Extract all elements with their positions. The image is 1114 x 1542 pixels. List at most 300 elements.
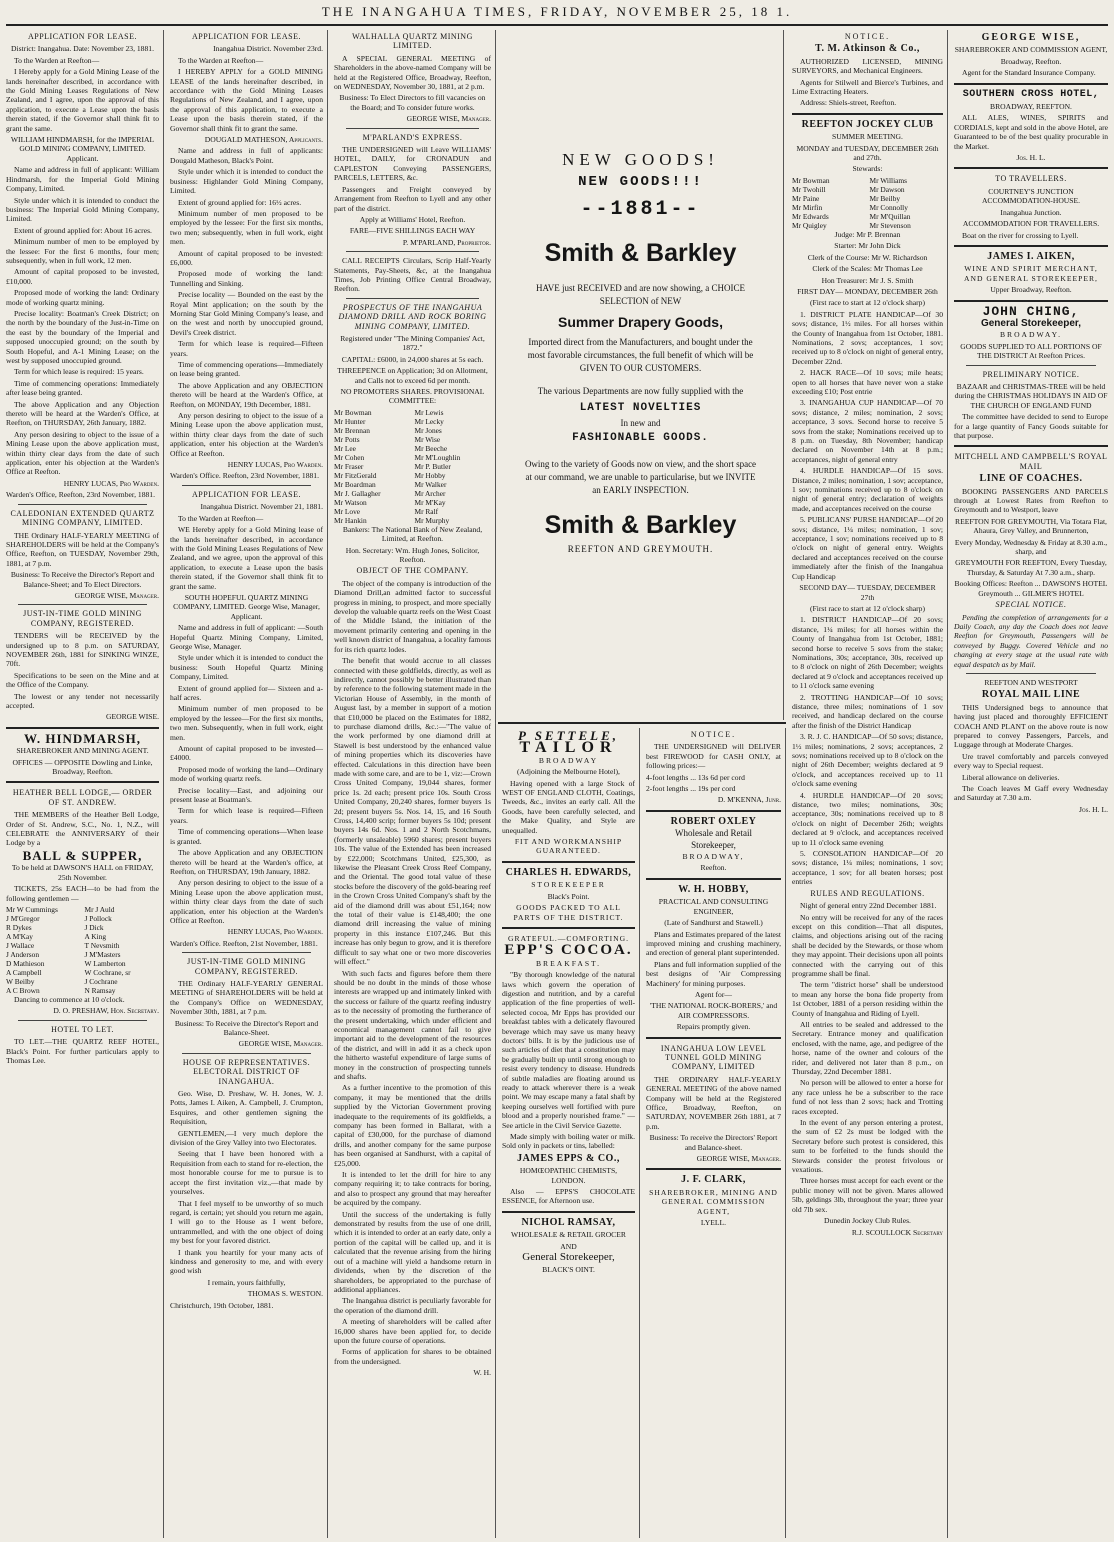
col4-edwards: CHARLES H. EDWARDS, <box>505 866 632 878</box>
list-item: Mr Potts <box>334 434 360 444</box>
list-item: Mr Williams <box>869 175 908 185</box>
col3-object-6: Until the success of the undertaking is fully demonstrated by results from the use of one drill, which it is intended to order at an early date, only a portion of the capital will be called up, and it is calculated that the revenue arising from the hiring out of a machine will yield a handsome return in dividends, when by the discretion of the shareholders, be appropriated to the purchase of additional appliances. <box>334 1209 491 1294</box>
col6-licensed: AUTHORIZED LICENSED, MINING SURVEYORS, and Mechanical Engineers. <box>792 56 943 76</box>
column-7 <box>950 30 1112 1538</box>
col7-coach-leaves: The Coach leaves M Gaff every Wednesday and Saturday at 7.30 a.m. <box>954 784 1108 803</box>
list-item: Mr Beeche <box>414 443 448 453</box>
list-item: J M'Masters <box>84 949 121 959</box>
list-item: Mr Murphy <box>414 515 450 525</box>
col1-heather-text: THE MEMBERS of the Heather Bell Lodge, Order of St. Andrew, S.C., No. 1, N.Z., will CELEBRATE the ANNIVERSARY of their Lodge by a <box>6 810 159 848</box>
col2-extent-2: Extent of ground applied for— Sixteen and a-half acres. <box>170 683 323 702</box>
col7-undersigned: THIS Undersigned begs to announce that having just placed and thoroughly EFFICIENT COACH AND PLANT on the above route is now prepared to convey Passengers, Parcels, and Luggage through at Moderate Charges. <box>954 702 1108 750</box>
ad-bottom-rule <box>498 722 786 724</box>
list-item: Mr FitzGerald <box>334 470 377 480</box>
col2-wardens-office: Warden's Office. Reefton, 23rd November, 1881. <box>170 471 319 481</box>
list-item: Mr Ralf <box>414 506 439 516</box>
col4-broadway: BROADWAY <box>538 755 599 765</box>
ad-locations: REEFTON AND GREYMOUTH. <box>567 544 714 554</box>
col6-treasurer: Hon Treasurer: Mr J. S. Smith <box>821 275 914 285</box>
col6-address: Address: Shiels-street, Reefton. <box>800 98 897 108</box>
col2-letter-1: GENTLEMEN,—I very much deplore the division of the Grey Valley into two Electorates. <box>170 1128 323 1148</box>
col7-aiken-sub: WINE AND SPIRIT MERCHANT, AND GENERAL STOREKEEPER, <box>964 264 1098 283</box>
col7-every-monday: Every Monday, Wednesday & Friday at 8.30 a.m., sharp, and <box>954 537 1108 557</box>
list-item: Mr Love <box>334 506 361 516</box>
divider <box>646 810 781 812</box>
col6-rule-6: In the event of any person entering a protest, the sum of £2 2s must be lodged with the Secretary before such protest is considered, this sum to be forfeited to the funds should the Stewards consider the protest frivolous or vexatious. <box>792 1118 943 1175</box>
col7-booking-offices: Booking Offices: Reefton ... DAWSON'S HOTEL Greymouth ... GILMER'S HOTEL <box>954 579 1108 598</box>
col7-agent: Agent for the Standard Insurance Company. <box>962 68 1096 78</box>
col5-four-foot: 4-foot lengths ... 13s 6d per cord <box>646 772 745 782</box>
col1-capital: Amount of capital proposed to be invested, £10,000. <box>6 267 159 286</box>
col1-tickets: TICKETS, 25s EACH—to be had from the following gentlemen — <box>6 884 159 903</box>
col3-object-8: A meeting of shareholders will be called after 16,000 shares have been applied for, to decide upon the future course of operations. <box>334 1317 491 1345</box>
list-item: Mr Mirfin <box>792 202 823 212</box>
list-item: Mr Hobby <box>414 470 446 480</box>
col2-letter-close: I remain, yours faithfully, <box>207 1277 286 1287</box>
list-item: W Beilby <box>6 976 35 986</box>
divider <box>966 365 1096 366</box>
ad-departments: The various Departments are now fully supplied with the <box>537 386 744 396</box>
col4-blacks-oint: BLACK'S OINT. <box>542 1264 595 1274</box>
col5-signature-wise: GEORGE WISE, Manager. <box>696 1154 781 1164</box>
col4-settele-text: Having opened with a large Stock of WEST OF ENGLAND CLOTH, Coatings, Tweeds, &c., invites an early call. All the Goods, have been carefully selected, and the Make Quality, and Style are unequalled. <box>502 778 635 835</box>
divider <box>346 298 479 299</box>
col7-junction: Inangahua Junction. <box>1000 207 1062 217</box>
col7-greymouth-reefton: GREYMOUTH FOR REEFTON, Every Tuesday, Thursday, & Saturday At 7.30 a.m., sharp. <box>955 558 1107 577</box>
col6-starter: Starter: Mr John Dick <box>834 241 901 251</box>
col6-stewards-list <box>792 176 943 230</box>
col4-james-epps: JAMES EPPS & CO., <box>517 1152 620 1164</box>
col2-addressees: Geo. Wise, D. Preshaw, W. H. Jones, W. J. Potts, James I. Aiken, A. Campbell, J. Crumpton, Esquires, and other gentlemen signing the Requisition, <box>170 1089 323 1127</box>
col1-lowest: The lowest or any tender not necessarily accepted. <box>6 691 159 710</box>
col5-signature-mkenna: D. M'KENNA, Junr. <box>717 795 781 805</box>
col3-mparland-apply: Apply at Williams' Hotel, Reefton. <box>359 214 466 224</box>
col7-ching-broadway: BROADWAY. <box>999 330 1063 340</box>
divider <box>954 245 1108 247</box>
masthead: THE INANGAHUA TIMES, FRIDAY, NOVEMBER 25, 18 1. <box>321 4 793 19</box>
col1-term: Term for which lease is required: 15 years. <box>14 367 144 377</box>
divider <box>182 1053 311 1054</box>
col2-heading-representatives: HOUSE OF REPRESENTATIVES. ELECTORAL DISTRICT OF INANGAHUA. <box>182 1057 311 1086</box>
col5-agent-for: Agent for— <box>695 989 732 999</box>
divider <box>646 1037 781 1039</box>
col2-heading-application: APPLICATION FOR LEASE. <box>191 32 301 41</box>
list-item: Mr Walker <box>414 479 447 489</box>
col3-heading-walhalla: WALHALLA QUARTZ MINING LIMITED. <box>352 32 473 51</box>
col7-signature: Jos. H. L. <box>1079 804 1108 814</box>
list-item: Mr Fraser <box>334 461 364 471</box>
divider <box>792 113 943 115</box>
col1-applicant: WILLIAM HINDMARSH, for the IMPERIAL GOLD MINING COMPANY, LIMITED. Applicant. <box>10 135 155 163</box>
col2-signature-lucas-2: HENRY LUCAS, Pro Warden. <box>227 927 323 937</box>
list-item: Mr M'Kay <box>414 497 446 507</box>
list-item: Mr Dawson <box>869 184 905 194</box>
smith-barkley-ad <box>498 30 784 720</box>
col1-offices: OFFICES — OPPOSITE Dowling and Linke, Broadway, Reefton. <box>12 757 153 777</box>
col6-second-day: SECOND DAY— TUESDAY, DECEMBER 27th <box>799 583 936 602</box>
list-item: Mr Twohill <box>792 184 826 194</box>
list-item: Mr Brennan <box>334 425 370 435</box>
col6-stewards: Stewards: <box>852 164 883 174</box>
col5-clark-sub: SHAREBROKER, MINING AND GENERAL COMMISSION AGENT, <box>649 1187 778 1216</box>
col7-upper-broadway: Upper Broadway, Reefton. <box>990 285 1072 295</box>
col2-district: Inangahua District. November 23rd. <box>213 44 323 54</box>
col2-application-text-2: WE Hereby apply for a Gold Mining lease of the lands hereinafter described, in accordance with the Gold Mining Leases Regulations of New Zealand, and we agree, upon the approval of this application, to execute a Lease upon the basis therein stated, if the Governor shall think fit to grant the same. <box>170 525 323 591</box>
col6-summer-meeting: SUMMER MEETING. <box>832 132 903 142</box>
col2-application-text: I HEREBY APPLY for a GOLD MINING LEASE of the lands hereinafter described, in accordance with the Gold Mining Leases Regulations of New Zealand, and I agree, upon the approval of this application, to execute a Lease upon the basis therein stated, if the Governor shall think fit to grant the same. <box>170 67 323 133</box>
col2-letter-2: Seeing that I have been honored with a Requisition from each to stand for re-election, the most honorable course for me to pursue is to accept the first invitation viz.,—that made by yourselves. <box>170 1149 323 1197</box>
col2-mode-2: Proposed mode of working the land—Ordinary mode of working quartz reefs. <box>170 764 323 784</box>
col1-dawsons-hall: To be held at DAWSON'S HALL on FRIDAY, 25th November. <box>11 863 154 882</box>
col2-name-address-2: Name and address in full of applicant: —South Hopeful Quartz Mining Company, Limited, George Wise, Manager. <box>170 623 323 651</box>
col1-extent: Extent of ground applied for: About 16 acres. <box>14 225 152 235</box>
col6-race-2-1: 1. DISTRICT HANDICAP—Of 20 sovs; distance, 1¼ miles; for all horses within the County of Inangahua from 1st October, 1881; second horse to receive 5 sovs from the stake; Nominations, 30s; acceptance, 30s, received up to 8 o'clock on night of 26th December; weights declared at 9 o'clock and acceptances received up to 11 o'clock same evening <box>792 615 943 691</box>
divider <box>646 1168 781 1170</box>
ad-fashionable: FASHIONABLE GOODS. <box>572 432 709 444</box>
col1-signature-wise: GEORGE WISE, Manager. <box>74 590 159 600</box>
col7-heading-mitchell: MITCHELL AND CAMPBELL'S ROYAL MAIL <box>954 452 1108 471</box>
col7-john-ching: JOHN CHING, <box>982 303 1080 319</box>
col2-to-warden: To the Warden at Reefton— <box>178 55 264 65</box>
col3-heading-object: OBJECT OF THE COMPANY. <box>356 566 469 576</box>
col2-name-address: Name and address in full of applicants: Dougald Matheson, Black's Point. <box>170 146 323 165</box>
col7-line-of-coaches: LINE OF COACHES. <box>979 473 1083 485</box>
list-item: Mr Boardman <box>334 479 376 489</box>
col2-object-notice: Any person desiring to object to the issue of a Mining Lease upon the above application must, within thirty clear days from the date of such application, enter his objection at the Warden's Office at Reefton. <box>170 411 323 458</box>
col6-signature-secretary: R.J. SCOULLOCK Secretary <box>851 1227 943 1237</box>
ad-imported: Imported direct from the Manufacturers, and bought under the most favorable circumstances, the full benefit of which will be GIVEN TO OUR CUSTOMERS. <box>527 337 754 373</box>
col2-signature-matheson: DOUGALD MATHESON, Applicants. <box>204 135 323 145</box>
divider <box>966 673 1096 674</box>
col6-rule-8: Dunedin Jockey Club Rules. <box>824 1216 911 1226</box>
divider <box>954 83 1108 85</box>
list-item: D Mathieson <box>6 958 45 968</box>
col7-reefton-greymouth: REEFTON FOR GREYMOUTH, Via Totara Flat, Ahaura, Grey Valley, and Brunnerton, <box>955 516 1107 536</box>
col1-caledonian-text: THE Ordinary HALF-YEARLY MEETING of SHAREHOLDERS will be held at the Company's Office, Reefton, on TUESDAY, November 29th, 1881, at 7 p.m. <box>6 530 159 568</box>
col1-to-warden: To the Warden at Reefton— <box>14 55 100 65</box>
divider <box>346 128 479 129</box>
list-item: Mr P. Butler <box>414 461 451 471</box>
col7-general-storekeeper: General Storekeeper, <box>980 317 1082 329</box>
col5-lyell: LYELL. <box>700 1218 727 1228</box>
ad-latest-novelties: LATEST NOVELTIES <box>579 402 702 414</box>
ad-brand: Smith & Barkley <box>544 239 737 267</box>
ad-brand-2: Smith & Barkley <box>544 511 737 539</box>
list-item: Mr Bowman <box>792 175 830 185</box>
col6-jockey-club: REEFTON JOCKEY CLUB <box>801 118 934 130</box>
list-item: A Campbell <box>6 967 42 977</box>
divider <box>646 878 781 880</box>
col3-heading-prospectus: PROSPECTUS OF THE INANGAHUA DIAMOND DRILL AND ROCK BORING MINING COMPANY, LIMITED. <box>338 302 487 331</box>
col5-repairs: Repairs promptly given. <box>676 1022 751 1032</box>
ad-received: HAVE just RECEIVED and are now showing, a CHOICE SELECTION of NEW <box>535 283 746 306</box>
col3-signature-wise: GEORGE WISE, Manager. <box>406 114 491 124</box>
divider <box>6 727 159 729</box>
ad-summer-drapery: Summer Drapery Goods, <box>558 314 723 330</box>
col1-mode: Proposed mode of working the land: Ordinary mode of working quartz mining. <box>6 288 159 307</box>
col1-gentlemen-list <box>6 905 159 995</box>
divider <box>6 781 159 783</box>
col7-courtney: COURTNEY'S JUNCTION ACCOMMODATION-HOUSE. <box>981 186 1081 206</box>
col5-business: Business: To receive the Directors' Report and Balance-sheet. <box>649 1133 778 1152</box>
list-item: Mr J. Gallagher <box>334 488 381 498</box>
ad-new-goods-2: NEW GOODS!!! <box>578 174 703 190</box>
col2-locality: Precise locality — Bounded on the east by the Royal Mint application; on the south by the Morning Star Gold Mining Company's lease, and on the west and north by unoccupied ground, Devil's Creek district. <box>170 290 323 337</box>
col4-settele-name: P SETTELE, <box>517 728 620 743</box>
col5-heading-notice: NOTICE. <box>690 730 737 739</box>
col4-wholesale: WHOLESALE & RETAIL GROCER <box>511 1230 626 1240</box>
list-item: Mr W Cummings <box>6 904 58 914</box>
col1-wardens-office: Warden's Office, Reefton, 23rd November, 1881. <box>6 490 155 500</box>
col5-broadway: BROADWAY, <box>682 852 745 862</box>
col2-object-notice-2: Any person desiring to object to the issue of a Mining Lease upon the above application must, within thirty clear days from the date of such application, enter his objection at the Warden's Office at Reefton. <box>170 878 323 925</box>
col5-heading-low-level: INANGAHUA LOW LEVEL TUNNEL GOLD MINING COMPANY, LIMITED <box>660 1043 767 1072</box>
col3-object-5: It is intended to let the drill for hire to any company requiring it; to take contracts for boring, and also to prospect any ground that may hereafter be acquired by the company. <box>334 1170 491 1208</box>
col1-dancing: Dancing to commence at 10 o'clock. <box>14 994 125 1004</box>
col7-royal-mail-line: ROYAL MAIL LINE <box>981 689 1081 701</box>
list-item: Mr Lecky <box>414 416 444 426</box>
col1-signature-wise2: GEORGE WISE. <box>105 712 159 722</box>
list-item: Mr Connolly <box>869 202 908 212</box>
list-item: Mr Lee <box>334 443 356 453</box>
col6-race-1-2: 2. HACK RACE—Of 10 sovs; mile heats; open to all horses that have never won a stake exceeding £10; Post entrie <box>792 368 943 396</box>
col6-race-1-1: 1. DISTRICT PLATE HANDICAP—Of 30 sovs; distance, 1½ miles. For all horses within the County of Inangahua from 1st October, 1881. Nominations, 2 sovs; acceptances, 1 sov; received up to 8 o'clock on night of general entry, December 22nd. <box>792 309 943 366</box>
col7-travel: Ure travel comfortably and parcels conveyed every way to Special request. <box>954 751 1108 771</box>
col6-clerk-scales: Clerk of the Scales: Mr Thomas Lee <box>812 264 923 274</box>
column-4-bottom <box>498 728 640 1538</box>
col3-object-4: As a further incentive to the promotion of this company, it may be mentioned that the drills supplied by the Victorian Government proving inadequate to the requirements of its goldfields, a company has been formed in Ballarat, with a capital of £30,000, for the purchase of diamond drills, and another company for the same purpose has been organised at Sandhurst, with a capital of £25,000. <box>334 1083 491 1168</box>
list-item: T Nevsmith <box>84 940 120 950</box>
list-item: J Cochrane <box>84 976 118 986</box>
col1-tenders: TENDERS will be RECEIVED by the undersigned up to 8 p.m. on SATURDAY, NOVEMBER 26th, 1881 for SINKING WINZE, 70ft. <box>6 631 159 669</box>
list-item: Mr Hunter <box>334 416 366 426</box>
col6-rule-4: All entries to be sealed and addressed to the Secretary. Entrance money and qualification enclosed, with the name, age, and pedigree of the horse, name of the owner and colours of the rider, and delivered not later than 8 p.m., on Thursday, 22nd December 1881. <box>792 1019 943 1076</box>
list-item: Mr Bowman <box>334 407 372 417</box>
list-item: Mr Lewis <box>414 407 444 417</box>
list-item: J Wallace <box>6 940 35 950</box>
col2-business: Business: To Receive the Director's Report and Balance-Sheet. <box>174 1018 319 1037</box>
list-item: W Cochrane, sr <box>84 967 131 977</box>
col5-plans: Plans and Estimates prepared of the latest improved mining and crushing machinery, and erection of general plant superintended. <box>646 929 781 958</box>
list-item: Mr Cohen <box>334 452 365 462</box>
col5-engineer: PRACTICAL AND CONSULTING ENGINEER, <box>658 897 769 916</box>
col1-commence: Time of commencing operations: Immediately after lease being granted. <box>6 378 159 398</box>
col1-application-text: I Hereby apply for a Gold Mining Lease of the lands hereinafter described, in accordance with the Gold Mining Leases Regulations of New Zealand, and I agree, upon the approval of this application, to execute a Lease upon the basis therein stated, if the Governor shall think fit to grant the same. <box>6 67 159 133</box>
col5-rock-borers: 'THE NATIONAL ROCK-BORERS,' and AIR COMPRESSORS. <box>649 1001 778 1020</box>
col4-homeopathic: HOMŒOPATHIC CHEMISTS, LONDON. <box>519 1166 618 1185</box>
col2-objection: The above Application and any OBJECTION thereto will be heard at the Warden's Office, at Reefton, on MONDAY, 19th December, 1881. <box>170 380 323 409</box>
col2-commence: Time of commencing operations—Immediately on lease being granted. <box>170 360 323 379</box>
col3-capital: CAPITAL: £6000, in 24,000 shares at 5s each. <box>341 354 484 364</box>
col5-late-of: (Late of Sandhurst and Stawell.) <box>664 918 763 928</box>
ad-year: --1881-- <box>580 198 701 221</box>
col6-atkinson: T. M. Atkinson & Co., <box>815 43 920 55</box>
col6-clerk-course: Clerk of the Course: Mr W. Richardson <box>807 252 928 262</box>
col2-term-2: Term for which lease is required—Fifteen years. <box>170 806 323 825</box>
col4-fit-workmanship: FIT AND WORKMANSHIP GUARANTEED. <box>514 837 623 856</box>
col6-dates: MONDAY and TUESDAY, DECEMBER 26th and 27th. <box>796 143 939 163</box>
col6-race-1-4: 4. HURDLE HANDICAP—Of 15 sovs. Distance, 2 miles; nomination, 1 sov; acceptance, 1 sov; nominations received up to 8 o'clock on night of general entry; declaration of weights made, and acceptances received on the course <box>792 466 943 513</box>
col3-bankers: Bankers: The National Bank of New Zealand, Limited, at Reefton. <box>342 524 483 544</box>
col2-south-hopeful: SOUTH HOPEFUL QUARTZ MINING COMPANY, LIMITED. George Wise, Manager, Applicant. <box>173 592 320 621</box>
col6-race-2-3: 3. R. J. C. HANDICAP—Of 50 sovs; distance, 1½ miles; nominations, 2 sovs; acceptances, 2 sovs; nominations received up to 8 o'clock on the night of 26th December; weights declared at 9 o'clock, and acceptances received up to 11 o'clock same evening <box>792 732 943 789</box>
col2-letter-4: I thank you heartily for your many acts of kindness and generosity to me, and with every good wish <box>170 1247 323 1276</box>
col3-mparland-passengers: Passengers and Freight conveyed by Arrangement from Reefton to Lyell and any other part of the district. <box>334 184 491 213</box>
list-item: A C Brown <box>6 985 40 995</box>
col7-goods-supplied: GOODS SUPPLIED TO ALL PORTIONS OF THE DISTRICT At Reefton Prices. <box>960 341 1102 361</box>
col2-signature-weston: THOMAS S. WESTON. <box>247 1289 323 1299</box>
col4-and: AND <box>560 1241 577 1251</box>
col4-made-simply: Made simply with boiling water or milk. Sold only in packets or tins, labelled: <box>502 1132 635 1151</box>
col5-wholesale: Wholesale and Retail <box>675 828 752 839</box>
col7-george-wise: GEORGE WISE, <box>981 32 1081 43</box>
col6-race-1-3: 3. INANGAHUA CUP HANDICAP—Of 70 sovs; distance, 2 miles; nomination, 2 sovs; acceptance, 3 sovs. Second horse to receive 5 sovs from the stake; Nominations received up to 8 p.m. on Tuesday, 8th November; handicap declared on November 14th at 8 p.m.; acceptances, night of general entry <box>792 398 943 464</box>
col1-objection: The above Application and any Objection thereto will be heard at the Warden's Office, at Reefton, on THURSDAY, 26th January, 1882. <box>6 399 159 428</box>
col1-heading-caledonian: CALEDONIAN EXTENDED QUARTZ MINING COMPANY, LIMITED. <box>10 508 155 528</box>
col1-ball-supper: BALL & SUPPER, <box>22 847 143 863</box>
col5-robert-oxley: ROBERT OXLEY <box>670 815 757 827</box>
col5-meeting: THE ORDINARY HALF-YEARLY GENERAL MEETING of the above named Company will be held at the Registered Office, Broadway, Reefton, on SATURDAY, NOVEMBER 26th 1881, at 7 p.m. <box>646 1074 781 1131</box>
col1-style: Style under which it is intended to conduct the business: The Imperial Gold Mining Company, Limited. <box>6 195 159 224</box>
list-item: Mr J Auld <box>84 904 115 914</box>
col2-wardens-office-2: Warden's Office. Reefton, 21st November, 1881. <box>170 938 318 948</box>
col2-capital: Amount of capital proposed to be invested: £6,000. <box>170 248 323 267</box>
col6-race-2-5: 5. CONSOLATION HANDICAP—Of 20 sovs; distance, 1¼ miles; nominations, 1 sov; acceptance, 1 sov; for all beaten horses; post entries <box>792 849 943 887</box>
col2-heading-just-in-time: JUST-IN-TIME GOLD MINING COMPANY, REGISTERED. <box>187 957 306 976</box>
column-6 <box>788 30 948 1538</box>
col5-clark: J. F. CLARK, <box>681 1174 746 1186</box>
col2-style-2: Style under which it is intended to conduct the business: South Hopeful Quartz Mining Company, Limited. <box>170 653 323 682</box>
col7-heading-special: SPECIAL NOTICE. <box>995 600 1067 610</box>
ad-in-new: In new and <box>620 418 661 428</box>
col4-tailor: TAILOR <box>519 739 618 757</box>
col6-race-2-4: 4. HURDLE HANDICAP—Of 20 sovs; distance, two miles; nominations, 30s; acceptance, 30s; nominations received up to 8 o'clock on night of December 26th; weights declared at 9 o'clock, and acceptances received up to 11 o'clock same evening <box>792 790 943 847</box>
col3-threepence: THREEPENCE on Application; 3d on Allotment, and Calls not to exceed 6d per month. <box>337 366 488 385</box>
col2-term: Term for which lease is required—Fifteen years. <box>170 339 323 358</box>
col1-hindmarsh-sub: SHAREBROKER AND MINING AGENT. <box>16 746 149 756</box>
col4-goods-packed: GOODS PACKED TO ALL PARTS OF THE DISTRICT. <box>513 903 624 922</box>
divider <box>502 1211 635 1213</box>
col2-style: Style under which it is intended to conduct the business: Highlander Gold Mining Company, Limited. <box>170 167 323 196</box>
list-item: J Dick <box>84 922 104 932</box>
column-3 <box>330 30 496 1538</box>
col6-race-1-5: 5. PUBLICANS' PURSE HANDICAP—Of 20 sovs; distance, 1¼ miles; nomination, 1 sov; acceptance, 1 sov; nominations received up to 8 o'clock on night of general entry. Weights declared and acceptances received on the course immediately after the finish of the Inangahua Cup Handicap <box>792 515 943 581</box>
divider <box>502 927 635 929</box>
col1-minimum-men: Minimum number of men to be employed by the lessee: For the first 6 months, four men; subsequently, when in full work, 12 men. <box>6 237 159 265</box>
list-item: Mr M'Loughlin <box>414 452 461 462</box>
col7-bazaar: BAZAAR and CHRISTMAS-TREE will be held during the CHRISTMAS HOLIDAYS IN AID OF THE CHURCH OF ENGLAND FUND <box>954 381 1108 410</box>
col1-heading-hotel-to-let: HOTEL TO LET. <box>51 1024 114 1034</box>
col4-nichol-ramsay: NICHOL RAMSAY, <box>521 1216 616 1228</box>
col3-mparland-text: THE UNDERSIGNED will Leave WILLIAMS' HOTEL, DAILY, for CRONADUN and CAPLESTON Conveying PASSENGERS, PARCELS, LETTERS, &c. <box>334 145 491 183</box>
masthead-rule <box>6 24 1108 26</box>
col6-second-start: (First race to start at 12 o'clock sharp) <box>809 603 926 613</box>
col7-sharebroker: SHAREBROKER AND COMMISSION AGENT, <box>954 45 1108 55</box>
divider <box>954 167 1108 169</box>
col3-object-9: Forms of application for shares to be obtained from the undersigned. <box>334 1347 491 1366</box>
divider <box>346 251 479 252</box>
col4-breakfast: BREAKFAST. <box>535 958 602 968</box>
list-item: J M'Gregor <box>6 913 40 923</box>
col3-mparland-fare: FARE—FIVE SHILLINGS EACH WAY <box>349 226 476 236</box>
col1-specifications: Specifications to be seen on the Mine and at the Office of the Company. <box>6 670 159 690</box>
col7-aiken: JAMES I. AIKEN, <box>987 250 1075 262</box>
col2-minimum-men: Minimum number of men proposed to be employed by the lessee: For the first six months, two men; subsequently, when in full work, eight men. <box>170 208 323 247</box>
col1-heading-heather-bell: HEATHER BELL LODGE,— ORDER OF ST. ANDREW. <box>12 788 153 807</box>
col6-first-day: FIRST DAY— MONDAY, DECEMBER 26th <box>797 286 938 296</box>
list-item: Mr Paine <box>792 193 820 203</box>
col3-signature-wh: W. H. <box>473 1368 491 1378</box>
col2-locality-2: Precise locality—East, and adjoining our present lease at Boatman's. <box>170 785 323 805</box>
col6-judge: Judge: Mr P. Brennan <box>834 229 901 239</box>
list-item: W Lamberton <box>84 958 126 968</box>
col7-reefton-westport: REEFTON AND WESTPORT <box>984 677 1078 687</box>
col6-heading-notice: NOTICE. <box>844 32 891 41</box>
col2-minimum-men-2: Minimum number of men proposed to be employed by the lessee—For the first six months, two men. Subsequently, when in full work, eight men. <box>170 704 323 742</box>
list-item: A King <box>84 931 107 941</box>
col2-objection-2: The above Application and any OBJECTION thereto will be heard at the Warden's office, at Reefton, on THURSDAY, 19th January, 1882. <box>170 848 323 876</box>
column-1 <box>2 30 164 1538</box>
col2-mode: Proposed mode of working the land: Tunnelling and Sinking. <box>170 269 323 288</box>
list-item: Mr Quigley <box>792 220 827 230</box>
column-5-bottom <box>642 728 786 1538</box>
list-item: Mr Jones <box>414 425 442 435</box>
col4-epps-text: "By thorough knowledge of the natural laws which govern the operation of digestion and nutrition, and by a careful application of the fine properties of well-selected cocoa, Mr Epps has provided our breakfast tables with a delicately flavoured beverage which may save us many heavy doctors' bills. It is by the judicious use of such articles of diet that a constitution may be gradually built up until strong enough to resist every tendency to disease. Hundreds of subtle maladies are floating around us ready to attack wherever there is a weak point. We may escape many a fatal shaft by keeping ourselves well fortified with pure blood and a properly nourished frame." — See article in the Civil Service Gazette. <box>502 970 635 1130</box>
col6-heading-rules: RULES AND REGULATIONS. <box>810 888 925 898</box>
col3-object-3: With such facts and figures before them there should be no doubt in the minds of those whose interests are wrapped up and intimately linked with the success or failure of the quartz reefing industry as to the necessity of promoting the furtherance of the present undertaking, which under efficient and economical management cannot fail to give important aid to the development of the resources of the district, and will in add it as a check upon the hitherto wasteful expenditure of large sums of money in the construction of prospecting tunnels and shafts. <box>334 968 491 1081</box>
list-item: J Pollock <box>84 913 112 923</box>
col7-ales: ALL ALES, WINES, SPIRITS and CORDIALS, kept and sold in the above Hotel, are Guaranteed to be of the best quality procurable in the Market. <box>954 113 1108 151</box>
col1-signature-preshaw: D. O. PRESHAW, Hon. Secretary. <box>53 1006 159 1016</box>
list-item: J Anderson <box>6 949 40 959</box>
col5-firewood: THE UNDERSIGNED will DELIVER best FIREWOOD for CASH ONLY, at following prices:— <box>646 742 781 771</box>
col3-registered: Registered under "The Mining Companies' Act, 1872." <box>340 333 485 353</box>
divider <box>18 504 147 505</box>
col2-capital-2: Amount of capital proposed to be invested—£4000. <box>170 744 323 763</box>
list-item: R Dykes <box>6 922 32 932</box>
divider <box>18 604 147 605</box>
ad-owing: Owing to the variety of Goods now on view, and the short space at our command, we are unable to particularise, but we INVITE an EARLY INSPECTION. <box>524 459 757 495</box>
col2-extent: Extent of ground applied for: 16½ acres. <box>178 197 302 207</box>
col5-two-foot: 2-foot lengths ... 19s per cord <box>646 784 736 794</box>
divider <box>954 445 1108 447</box>
col7-broadway-reefton: BROADWAY, REEFTON. <box>990 102 1072 112</box>
divider <box>954 300 1108 302</box>
col4-adjoining: (Adjoining the Melbourne Hotel), <box>517 767 620 777</box>
col2-letter-date: Christchurch, 19th October, 1881. <box>170 1300 274 1310</box>
col5-hobby: W. H. HOBBY, <box>678 883 749 895</box>
col1-object-notice: Any person desiring to object to the issue of a Mining Lease upon the above application must, within thirty clear days from the date of such application, enter his objection at the Warden's Office at Reefton. <box>6 429 159 477</box>
col6-agents: Agents for Stilwell and Bierce's Turbines, and Lime Extracting Heaters. <box>792 77 943 97</box>
col3-signature-mparland: P. M'PARLAND, Proprietor. <box>402 237 491 247</box>
column-2 <box>166 30 328 1538</box>
col7-pending: Pending the completion of arrangements for a Daily Coach, any day the Coach does not leave Reefton for Greymouth, Passengers will be conveyed by Buggy. Covered Vehicle and no changing at every stage at the usual rate with equal despatch as by Mail. <box>954 612 1108 669</box>
list-item: Mr Edwards <box>792 211 829 221</box>
list-item: Mr Hankin <box>334 515 367 525</box>
col4-epps-cocoa: EPP'S COCOA. <box>504 942 633 959</box>
col1-hotel-text: TO LET.—THE QUARTZ REEF HOTEL, Black's Point. For further particulars apply to Thomas Lee. <box>6 1037 159 1065</box>
col7-southern-cross: SOUTHERN CROSS HOTEL, <box>962 88 1100 100</box>
col3-object-1: The object of the company is introduction of the Diamond Drill,an admitted factor to successful progress in mining, to prospect, and more specially develop the valuable quartz reefs on the West Coast of the Middle Island, the initiation of the movement primarily centering and opening in the well known district of Inangahua, a locality famous for its rich quartz lodes. <box>334 578 491 654</box>
list-item: A M'Kay <box>6 931 33 941</box>
col6-race-2-2: 2. TROTTING HANDICAP—Of 10 sovs; distance, three miles; nominations of 1 sov received, and handicap declared on the course after the finish of the District Handicap <box>792 692 943 730</box>
col2-signature-lucas: HENRY LUCAS, Pro Warden. <box>227 460 323 470</box>
col5-storekeeper: Storekeeper, <box>691 839 736 850</box>
col6-rule-1: Night of general entry 22nd December 1881. <box>800 901 937 911</box>
col3-walhalla-text: A SPECIAL GENERAL MEETING of Shareholders in the above-named Company will be held at the Registered Office, Broadway, Reefton, on WEDNESDAY, November 30, 1881, at 2 p.m. <box>334 53 491 92</box>
col3-walhalla-business: Business: To Elect Directors to fill vacancies on the Board; and To consider future works. <box>339 93 486 112</box>
col4-grateful: GRATEFUL.—COMFORTING. <box>508 933 629 943</box>
